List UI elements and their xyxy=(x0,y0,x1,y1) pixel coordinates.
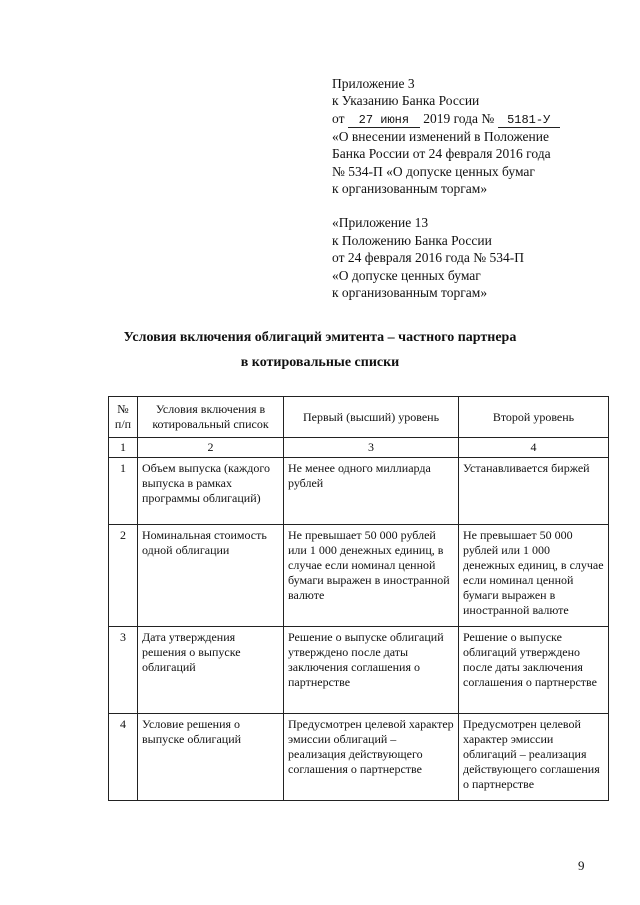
header-line-5: Банка России от 24 февраля 2016 года xyxy=(332,146,551,162)
appendix13-line-3: от 24 февраля 2016 года № 534-П xyxy=(332,250,524,266)
directive-date-line xyxy=(332,110,560,128)
document-title-line-1: Условия включения облигаций эмитента – частного партнера xyxy=(123,330,517,345)
column-number: 4 xyxy=(459,438,609,458)
appendix13-line-2: к Положению Банка России xyxy=(332,232,492,248)
header-line-6: № 534-П «О допуске ценных бумаг xyxy=(332,163,535,179)
conditions-table xyxy=(108,396,609,801)
header-line-7: к организованным торгам» xyxy=(332,181,488,197)
header-cell-condition: Условия включения в котировальный список xyxy=(138,397,284,438)
row-second-level: Предусмотрен целевой характер эмиссии облигаций – реализация действующего соглашения о партнерстве xyxy=(459,714,609,801)
row-second-level: Решение о выпуске облигаций утверждено после даты заключения соглашения о партнерстве xyxy=(459,627,609,714)
table-row xyxy=(109,525,609,627)
appendix13-line-1: «Приложение 13 xyxy=(332,215,429,231)
table-row xyxy=(109,714,609,801)
document-title-line-2: в котировальные списки xyxy=(240,355,400,370)
row-condition: Номинальная стоимость одной облигации xyxy=(138,525,284,627)
appendix-label: Приложение 3 xyxy=(332,76,415,91)
page-number: 9 xyxy=(578,858,585,873)
row-condition: Объем выпуска (каждого выпуска в рамках программы облигаций) xyxy=(138,458,284,525)
row-first-level: Решение о выпуске облигаций утверждено после даты заключения соглашения о партнерстве xyxy=(284,627,459,714)
table-row xyxy=(109,458,609,525)
date-prefix: от xyxy=(332,110,345,126)
date-suffix: 2019 года № xyxy=(423,110,495,126)
row-condition: Дата утверждения решения о выпуске облигаций xyxy=(138,627,284,714)
row-first-level: Не превышает 50 000 рублей или 1 000 денежных единиц, в случае если номинал ценной бумаги выражен в иностранной валюте xyxy=(284,525,459,627)
row-number: 4 xyxy=(109,714,138,801)
row-condition: Условие решения о выпуске облигаций xyxy=(138,714,284,801)
appendix13-line-5: к организованным торгам» xyxy=(332,285,488,301)
date-handwritten: 27 июня xyxy=(348,114,420,128)
header-cell-first-level: Первый (высший) уровень xyxy=(284,397,459,438)
directive-number: 5181-У xyxy=(498,114,560,128)
row-second-level: Не превышает 50 000 рублей или 1 000 денежных единиц, в случае если номинал ценной бумаги выражен в иностранной валюте xyxy=(459,525,609,627)
directive-reference: к Указанию Банка России xyxy=(332,93,480,109)
column-number: 1 xyxy=(109,438,138,458)
header-cell-num: № п/п xyxy=(109,397,138,438)
header-cell-second-level: Второй уровень xyxy=(459,397,609,438)
document-header xyxy=(332,75,560,301)
row-number: 2 xyxy=(109,525,138,627)
row-second-level: Устанавливается биржей xyxy=(459,458,609,525)
column-number: 2 xyxy=(138,438,284,458)
row-number: 3 xyxy=(109,627,138,714)
table-row xyxy=(109,627,609,714)
row-first-level: Предусмотрен целевой характер эмиссии облигаций – реализация действующего соглашения о партнерстве xyxy=(284,714,459,801)
table-header-row xyxy=(109,397,609,438)
row-number: 1 xyxy=(109,458,138,525)
header-line-4: «О внесении изменений в Положение xyxy=(332,128,549,144)
column-number: 3 xyxy=(284,438,459,458)
row-first-level: Не менее одного миллиарда рублей xyxy=(284,458,459,525)
column-number-row xyxy=(109,438,609,458)
appendix13-line-4: «О допуске ценных бумаг xyxy=(332,267,481,283)
